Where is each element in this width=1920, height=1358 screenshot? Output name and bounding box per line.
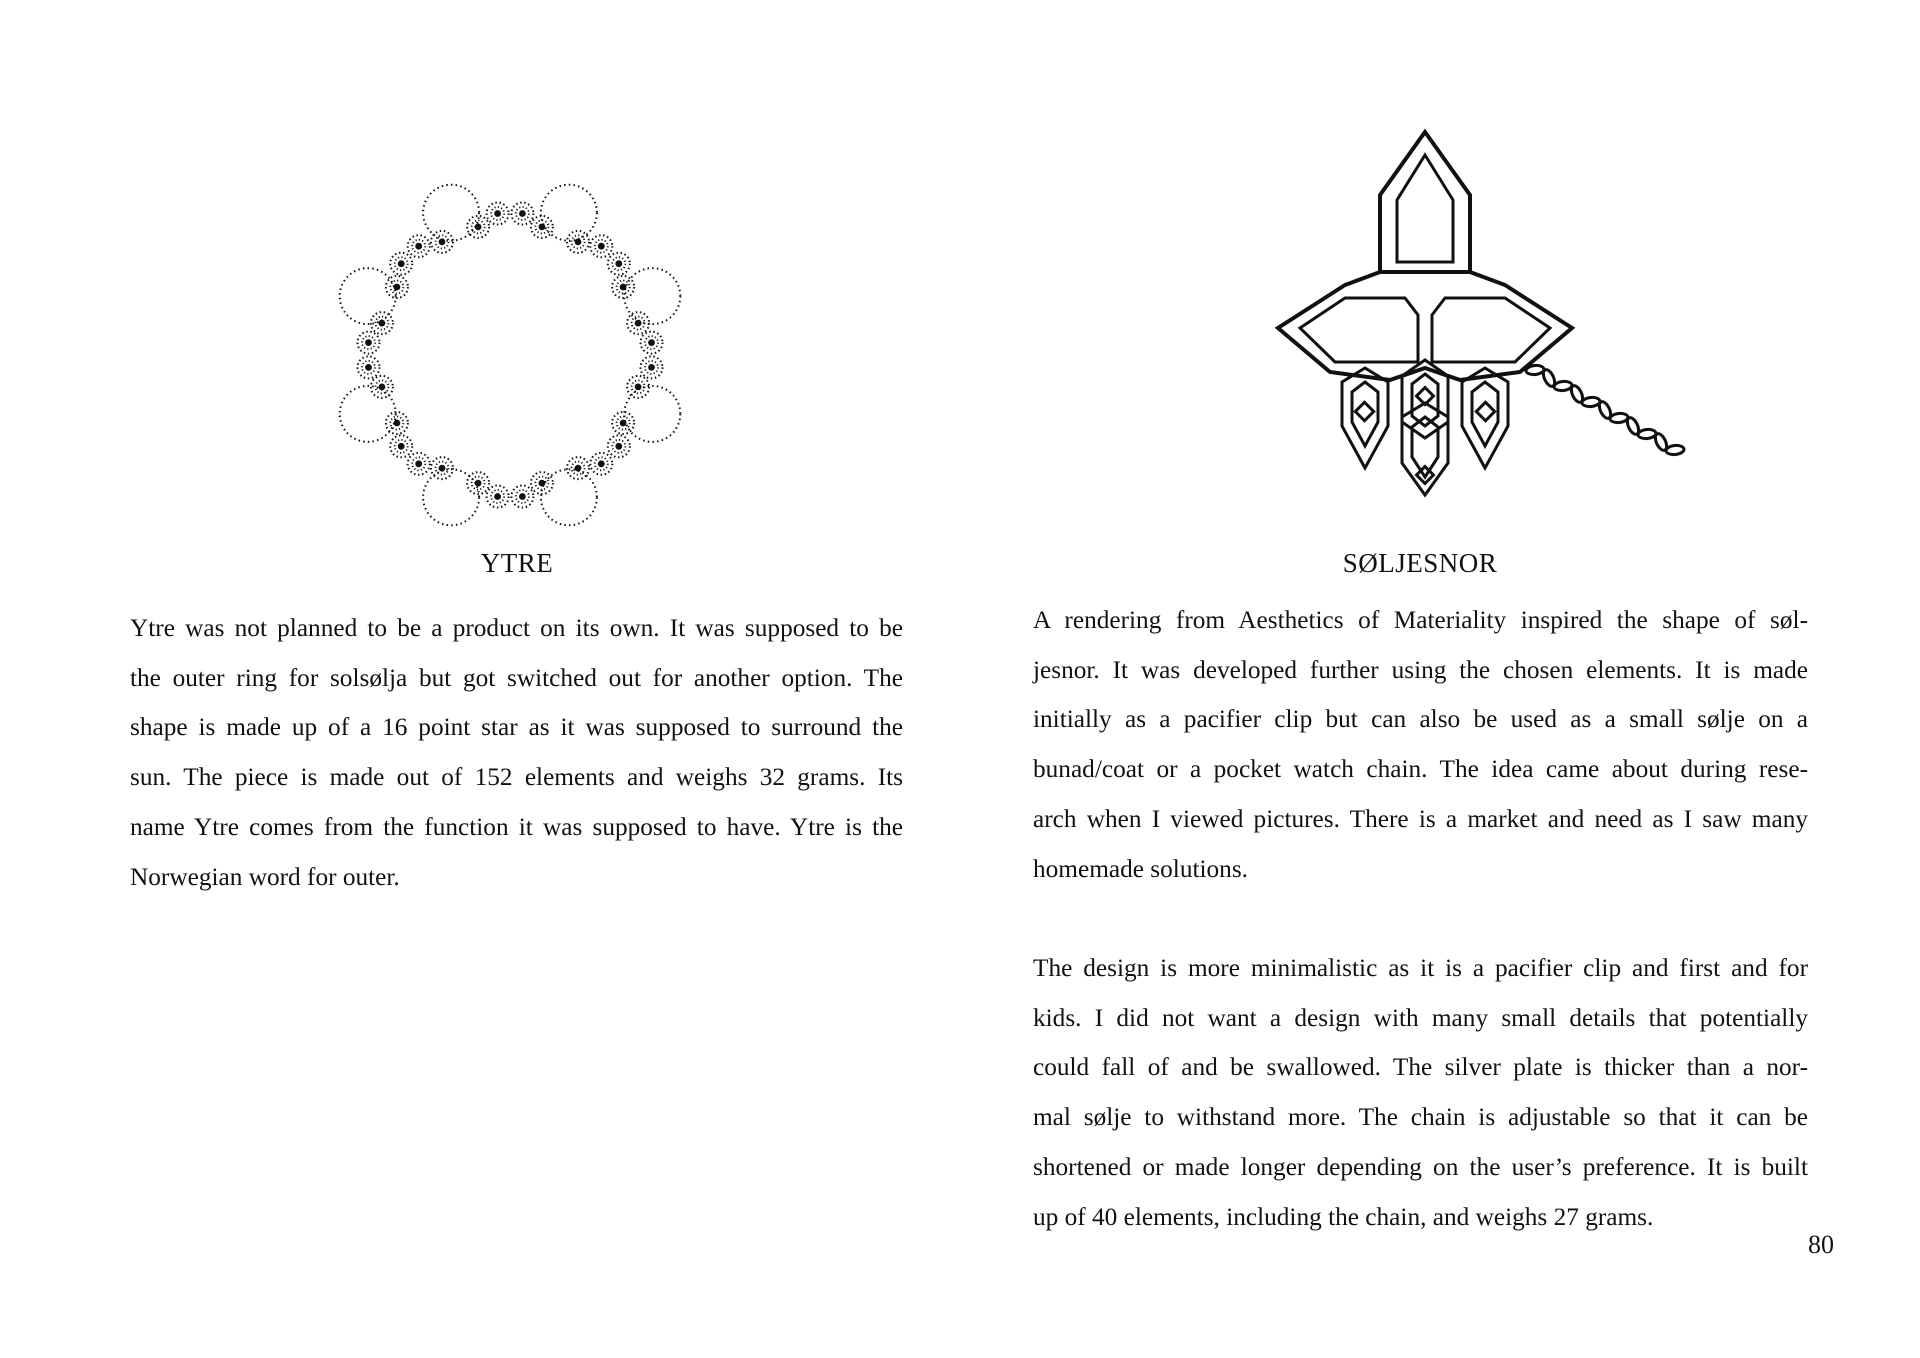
ytre-line: shape is made up of a 16 point star as it was supposed to surround the — [130, 713, 903, 742]
ytre-caption: YTRE — [480, 548, 554, 578]
ytre-line: sun. The piece is made out of 152 elements and weighs 32 grams. Its — [130, 763, 903, 792]
soljesnor-description-2 — [1033, 944, 1808, 1242]
chain — [1526, 365, 1685, 456]
soljesnor-line: bunad/coat or a pocket watch chain. The idea came about during rese- — [1033, 755, 1808, 784]
soljesnor-line: initially as a pacifier clip but can also be used as a small sølje on a — [1033, 705, 1808, 734]
ytre-description — [130, 604, 903, 902]
top-petal-inner — [1397, 155, 1453, 262]
soljesnor-line: jesnor. It was developed further using the chosen elements. It is made — [1033, 655, 1808, 684]
soljesnor-line: kids. I did not want a design with many small details that potentially — [1033, 1003, 1808, 1032]
right-petal — [1432, 298, 1550, 362]
ytre-line: the outer ring for solsølja but got switched out for another option. The — [130, 663, 903, 692]
soljesnor-caption: SØLJESNOR — [1342, 548, 1498, 578]
soljesnor-illustration — [1260, 120, 1700, 500]
soljesnor-line: up of 40 elements, including the chain, and weighs 27 grams. — [1033, 1202, 1654, 1231]
left-petal — [1300, 298, 1418, 362]
soljesnor-line: mal sølje to withstand more. The chain is adjustable so that it can be — [1033, 1103, 1808, 1132]
soljesnor-line: A rendering from Aesthetics of Materiality inspired the shape of søl- — [1033, 606, 1808, 634]
soljesnor-line: arch when I viewed pictures. There is a market and need as I saw many — [1033, 804, 1808, 833]
center-frame — [1278, 272, 1572, 380]
soljesnor-line: shortened or made longer depending on the user’s preference. It is built — [1033, 1152, 1808, 1181]
ytre-ring-illustration — [325, 170, 695, 540]
soljesnor-line: homemade solutions. — [1033, 854, 1248, 883]
ytre-line: Norwegian word for outer. — [130, 862, 400, 891]
ytre-line: name Ytre comes from the function it was supposed to have. Ytre is the — [130, 812, 903, 841]
ytre-line: Ytre was not planned to be a product on its own. It was supposed to be — [130, 614, 903, 642]
soljesnor-line: The design is more minimalistic as it is a pacifier clip and first and for — [1033, 954, 1808, 982]
soljesnor-line: could fall of and be swallowed. The silver plate is thicker than a nor- — [1033, 1053, 1808, 1082]
page-number: 80 — [1808, 1230, 1834, 1259]
soljesnor-description-1 — [1033, 596, 1808, 894]
